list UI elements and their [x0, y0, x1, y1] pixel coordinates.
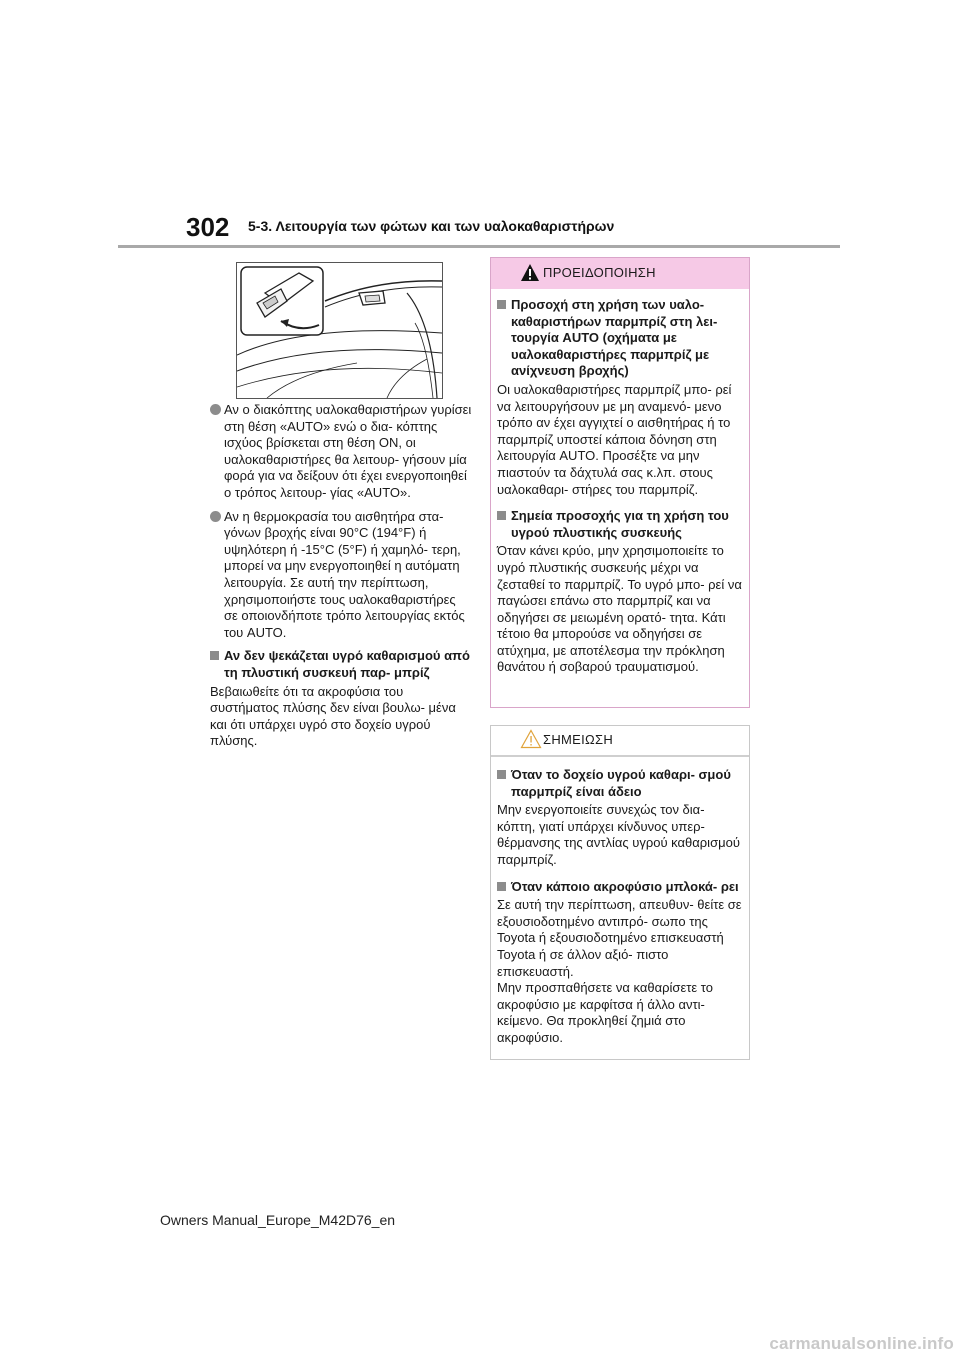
page-number: 302 [186, 212, 230, 242]
warning-box [490, 257, 750, 708]
bullet-text: Αν ο διακόπτης υαλοκαθαριστήρων γυρίσει στη θέση «AUTO» ενώ ο δια- κόπτης ισχύος βρίσκεται στη θέση ON, οι υαλοκαθαριστήρες θα λειτουρ- γήσουν μία φορά για να δείξουν ότι έχει ενεργοποιηθεί ο τρόπος λειτουρ- γίας «AUTO». [224, 402, 472, 500]
note-section [497, 879, 743, 1047]
warning-text: Οι υαλοκαθαριστήρες παρμπρίζ μπο- ρεί να λειτουργήσουν με μη αναμενό- μενο τρόπο αν έχει αγγιχτεί ο αισθητήρας ή το παρμπρίζ υποστεί κάποια δόνηση στη λειτουργία AUTO. Προσέξτε να μην πιαστούν τα δάχτυλά σας κ.λπ. στους υαλοκαθαρι- στήρες του παρμπρίζ. [497, 381, 732, 497]
note-text: Μην προσπαθήσετε να καθαρίσετε το ακροφύσιο με καρφίτσα ή άλλο αντι- κείμενο. Θα προκληθεί ζημιά στο ακροφύσιο. [497, 980, 713, 1045]
warning-heading-text: Προσοχή στη χρήση των υαλο- καθαριστήρων παρμπρίζ στη λει- τουργία AUTO (οχήματα με υαλοκαθαριστήρες παρμπρίζ με ανίχνευση βροχής) [511, 297, 718, 379]
note-header [491, 726, 749, 757]
warning-heading [497, 508, 743, 541]
note-heading-text: Όταν κάποιο ακροφύσιο μπλοκά- ρει [511, 878, 739, 894]
bullet-text: Αν η θερμοκρασία του αισθητήρα στα- γόνων βροχής είναι 90°C (194°F) ή υψηλότερη ή -15°C (5°F) ή χαμηλό- τερη, μπορεί να μην ενεργοποιηθεί η αυτόματη λειτουργία. Σε αυτή την περίπτωση, χρησιμοποιήστε τους υαλοκαθαριστήρες σε οποιονδήποτε τρόπο λειτουργίας εκτός του AUTO. [224, 508, 465, 640]
bullet-dot-icon [210, 511, 221, 522]
footer-text: Owners Manual_Europe_M42D76_en [160, 1212, 396, 1228]
note-section [497, 767, 743, 869]
section-heading [210, 648, 472, 681]
note-heading-text: Όταν το δοχείο υγρού καθαρι- σμού παρμπρίζ είναι άδειο [511, 767, 731, 799]
warning-section [497, 508, 743, 676]
square-bullet-icon [210, 651, 219, 660]
bullet-item [210, 509, 472, 642]
square-bullet-icon [497, 882, 506, 891]
note-body [491, 757, 749, 1047]
warning-heading-text: Σημεία προσοχής για τη χρήση του υγρού πλυστικής συσκευής [511, 508, 729, 540]
note-text: Μην ενεργοποιείτε συνεχώς τον δια- κόπτη, γιατί υπάρχει κίνδυνος υπερ- θέρμανσης της αντλίας υγρού καθαρισμού παρμπρίζ. [497, 802, 740, 867]
warning-section [497, 297, 743, 498]
warning-text: Όταν κάνει κρύο, μην χρησιμοποιείτε το υγρό πλυστικής συσκευής μέχρι να ζεσταθεί το παρμπρίζ. Το υγρό μπο- ρεί να παγώσει επάνω στο παρμπρίζ και να οδηγήσει σε μειωμένη ορατό- τητα. Κάτι τέτοιο θα μπορούσε να οδηγήσει σε ατύχημα, με αποτέλεσμα την πρόκληση θανάτου ή σοβαρού τραυματισμού. [497, 543, 742, 675]
note-box [490, 725, 750, 1060]
note-heading [497, 879, 743, 896]
warning-header [491, 258, 749, 289]
windshield-sensor-drawing [237, 263, 442, 398]
rain-sensor-illustration [236, 262, 443, 399]
square-bullet-icon [497, 300, 506, 309]
warning-heading [497, 297, 743, 380]
left-column [210, 402, 472, 750]
square-bullet-icon [497, 511, 506, 520]
warning-triangle-icon [520, 263, 540, 282]
note-heading [497, 767, 743, 800]
header-rule [118, 245, 840, 248]
caution-triangle-icon [520, 729, 542, 749]
note-title: ΣΗΜΕΙΩΣΗ [543, 732, 614, 747]
warning-body [491, 289, 749, 676]
square-bullet-icon [497, 770, 506, 779]
warning-title: ΠΡΟΕΙΔΟΠΟΙΗΣΗ [543, 265, 656, 280]
section-text: Βεβαιωθείτε ότι τα ακροφύσια του συστήματος πλύσης δεν είναι βουλω- μένα και ότι υπάρχει υγρό στο δοχείο υγρού πλύσης. [210, 683, 456, 749]
section-heading-text: Αν δεν ψεκάζεται υγρό καθαρισμού από τη πλυστική συσκευή παρ- μπρίζ [224, 648, 470, 680]
chapter-title: 5-3. Λειτουργία των φώτων και των υαλοκαθαριστήρων [248, 218, 615, 234]
watermark: carmanualsonline.info [769, 1334, 954, 1353]
bullet-item [210, 402, 472, 502]
bullet-dot-icon [210, 404, 221, 415]
note-text: Σε αυτή την περίπτωση, απευθυν- θείτε σε εξουσιοδοτημένο αντιπρό- σωπο της Toyota ή εξουσιοδοτημένο επισκευαστή Toyota ή σε άλλον αξιό- πιστο επισκευαστή. [497, 897, 742, 979]
